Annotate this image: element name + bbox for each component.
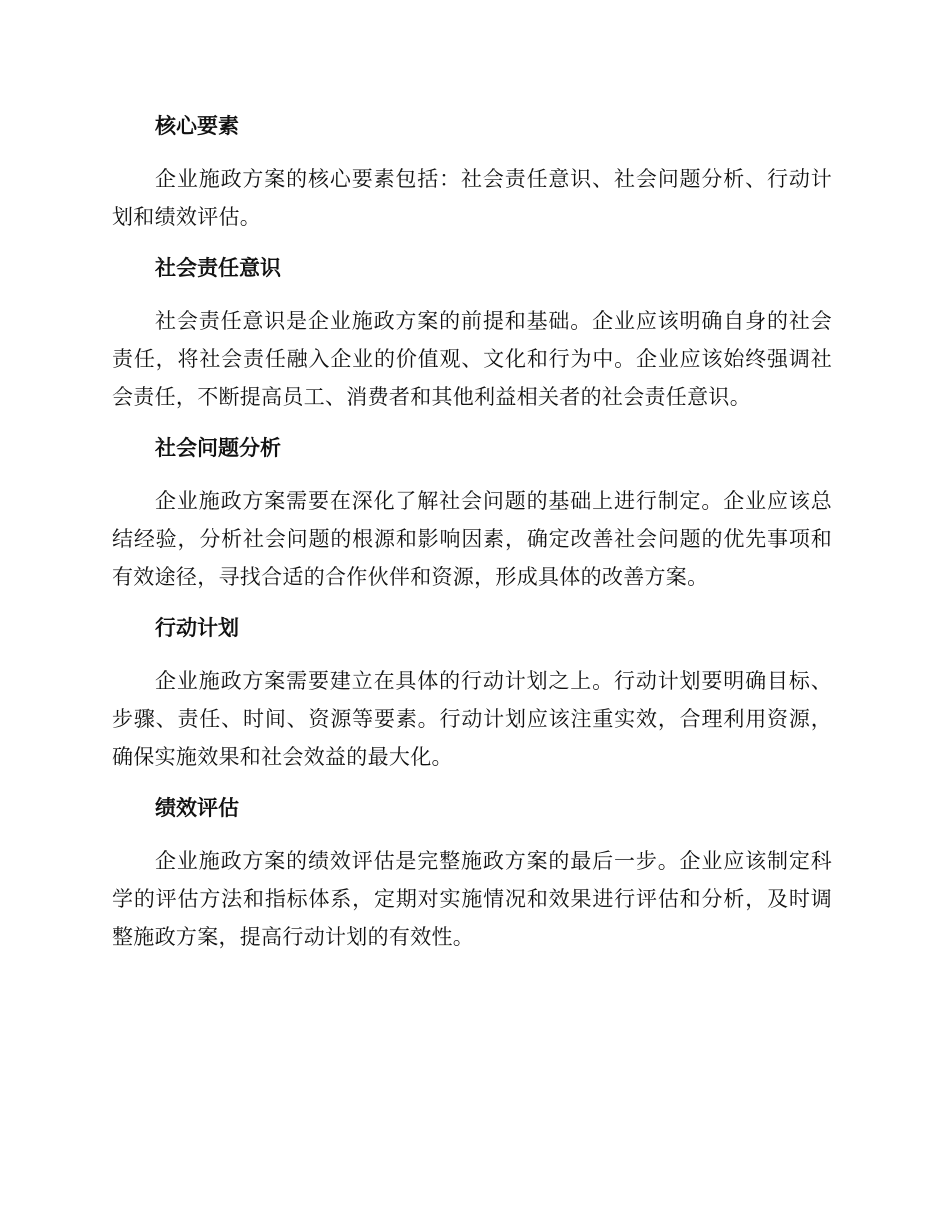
- section-heading: 社会问题分析: [155, 436, 281, 460]
- section-paragraph: 企业施政方案需要建立在具体的行动计划之上。行动计划要明确目标、步骤、责任、时间、资源等要素。行动计划应该注重实效，合理利用资源，确保实施效果和社会效益的最大化。: [112, 669, 832, 769]
- section-social-responsibility: [112, 250, 832, 416]
- section-heading: 核心要素: [155, 114, 239, 138]
- section-heading: 绩效评估: [155, 796, 239, 820]
- section-heading: 行动计划: [155, 616, 239, 640]
- section-paragraph: 企业施政方案需要在深化了解社会问题的基础上进行制定。企业应该总结经验，分析社会问题的根源和影响因素，确定改善社会问题的优先事项和有效途径，寻找合适的合作伙伴和资源，形成具体的改善方案。: [112, 489, 832, 589]
- section-paragraph: 社会责任意识是企业施政方案的前提和基础。企业应该明确自身的社会责任，将社会责任融入企业的价值观、文化和行为中。企业应该始终强调社会责任，不断提高员工、消费者和其他利益相关者的社会责任意识。: [112, 309, 832, 409]
- section-core-elements: [112, 108, 832, 236]
- section-action-plan: [112, 610, 832, 776]
- document-page: [112, 108, 832, 970]
- section-social-issue-analysis: [112, 430, 832, 596]
- section-performance-evaluation: [112, 790, 832, 956]
- section-paragraph: 企业施政方案的核心要素包括：社会责任意识、社会问题分析、行动计划和绩效评估。: [112, 167, 832, 229]
- section-heading: 社会责任意识: [155, 256, 281, 280]
- section-paragraph: 企业施政方案的绩效评估是完整施政方案的最后一步。企业应该制定科学的评估方法和指标体系，定期对实施情况和效果进行评估和分析，及时调整施政方案，提高行动计划的有效性。: [112, 849, 832, 949]
